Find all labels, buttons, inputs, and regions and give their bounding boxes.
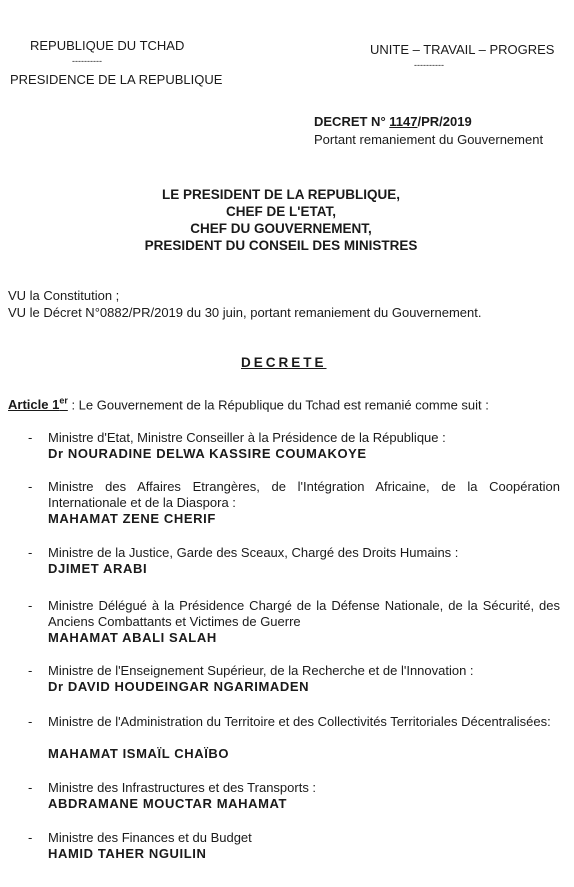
minister-name: ABDRAMANE MOUCTAR MAHAMAT	[48, 796, 288, 811]
bullet: -	[28, 479, 33, 494]
minister-title: Ministre de l'Enseignement Supérieur, de la Recherche et de l'Innovation :	[48, 663, 474, 678]
visa-decree: VU le Décret N°0882/PR/2019 du 30 juin, portant remaniement du Gouvernement.	[8, 305, 482, 320]
article-1-text: : Le Gouvernement de la République du Tchad est remanié comme suit :	[67, 397, 489, 413]
header-right-separator: ----------	[414, 60, 444, 70]
minister-title: Ministre de l'Administration du Territoire et des Collectivités Territoriales Décentralisées:	[48, 714, 551, 729]
bullet: -	[28, 545, 33, 560]
decree-subtitle: Portant remaniement du Gouvernement	[314, 132, 544, 147]
minister-title: Ministre Délégué à la Présidence Chargé de la Défense Nationale, de la Sécurité, des Anciens Combattants et Victimes de Guerre	[48, 598, 560, 629]
minister-title: Ministre des Affaires Etrangères, de l'Intégration Africaine, de la Coopération Internationale et de la Diaspora :	[48, 479, 560, 510]
bullet: -	[28, 714, 33, 729]
minister-name: DJIMET ARABI	[48, 561, 148, 576]
minister-title: Ministre d'Etat, Ministre Conseiller à la Présidence de la République :	[48, 430, 446, 445]
president-line-1: LE PRESIDENT DE LA REPUBLIQUE,	[161, 187, 401, 202]
minister-name: Dr DAVID HOUDEINGAR NGARIMADEN	[48, 679, 310, 694]
header-republic: REPUBLIQUE DU TCHAD	[30, 38, 185, 53]
bullet: -	[28, 598, 33, 613]
minister-title: Ministre des Infrastructures et des Transports :	[48, 780, 317, 795]
decree-number-prefix: DECRET N°	[314, 114, 386, 129]
minister-title: Ministre des Finances et du Budget	[48, 830, 252, 845]
decree-number-value: 1147	[389, 114, 418, 129]
minister-name: Dr NOURADINE DELWA KASSIRE COUMAKOYE	[48, 446, 367, 461]
header-presidency: PRESIDENCE DE LA REPUBLIQUE	[10, 72, 223, 87]
bullet: -	[28, 780, 33, 795]
minister-name: MAHAMAT ISMAÏL CHAÏBO	[48, 746, 230, 761]
visa-constitution: VU la Constitution ;	[8, 288, 120, 303]
decrete-heading: DECRETE	[241, 355, 327, 370]
president-line-4: PRESIDENT DU CONSEIL DES MINISTRES	[144, 238, 418, 253]
bullet: -	[28, 663, 33, 678]
bullet: -	[28, 830, 33, 845]
article-1	[8, 396, 489, 412]
article-1-label-text: Article 1	[8, 397, 60, 413]
bullet: -	[28, 430, 33, 445]
president-line-2: CHEF DE L'ETAT,	[226, 204, 336, 219]
header-motto: UNITE – TRAVAIL – PROGRES	[370, 42, 555, 57]
president-titles	[0, 186, 568, 254]
minister-name: MAHAMAT ZENE CHERIF	[48, 511, 216, 526]
article-1-sup: er	[59, 396, 68, 406]
minister-name: MAHAMAT ABALI SALAH	[48, 630, 217, 645]
minister-name: HAMID TAHER NGUILIN	[48, 846, 207, 861]
decree-number	[314, 114, 472, 129]
decree-number-suffix: /PR/2019	[417, 114, 472, 129]
article-1-label	[8, 397, 68, 412]
minister-title: Ministre de la Justice, Garde des Sceaux, Chargé des Droits Humains :	[48, 545, 459, 560]
president-line-3: CHEF DU GOUVERNEMENT,	[190, 221, 372, 236]
header-left-separator: ----------	[72, 56, 102, 66]
